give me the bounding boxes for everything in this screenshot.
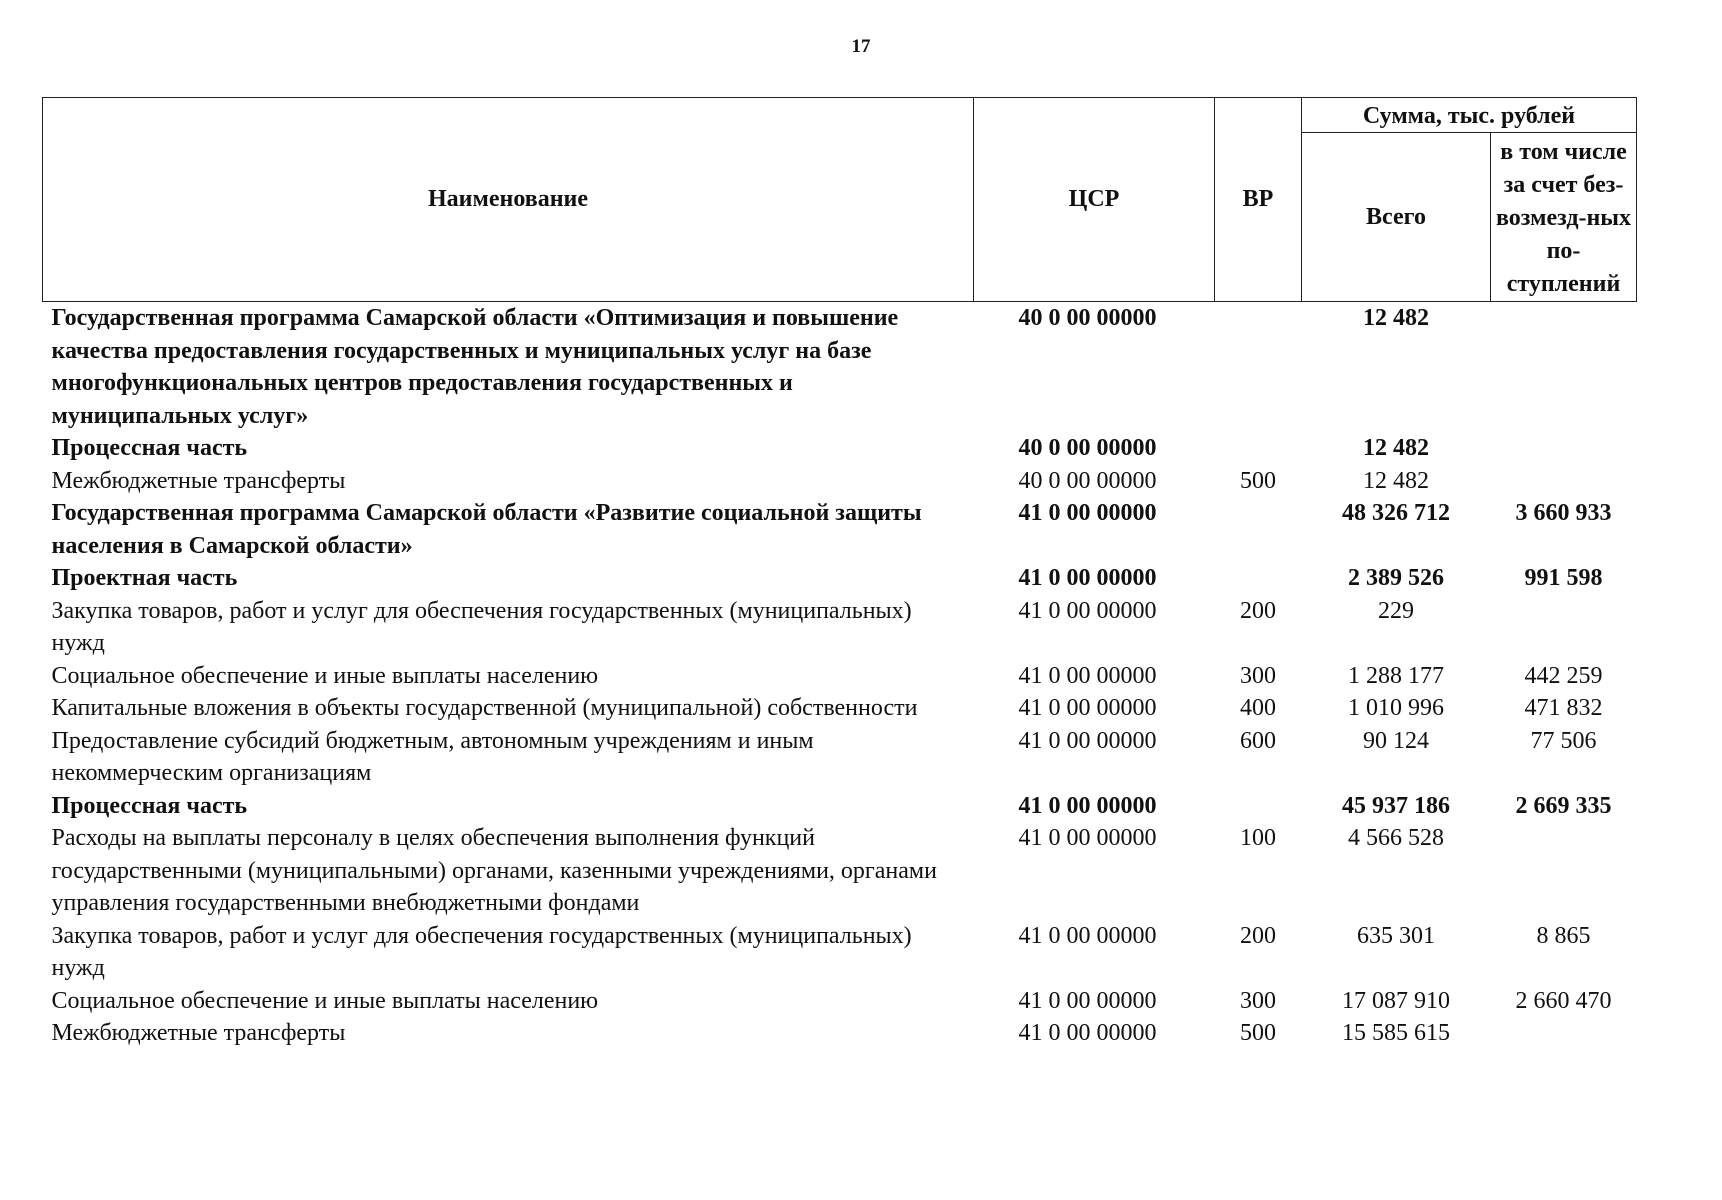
row-total: 90 124 bbox=[1363, 727, 1429, 754]
row-vr bbox=[1215, 562, 1302, 595]
row-name: Процессная часть bbox=[51, 435, 248, 461]
row-csr: 40 0 00 00000 bbox=[1018, 435, 1157, 461]
row-name: Закупка товаров, работ и услуг для обеспечения государственных (муниципальных) нужд bbox=[51, 922, 912, 981]
row-name: Закупка товаров, работ и услуг для обеспечения государственных (муниципальных) нужд bbox=[51, 597, 912, 656]
budget-table bbox=[42, 97, 1637, 1050]
row-vr: 500 bbox=[1240, 467, 1276, 494]
row-total: 229 bbox=[1378, 597, 1414, 624]
row-vr bbox=[1215, 790, 1302, 823]
row-vr: 200 bbox=[1240, 597, 1276, 624]
table-row bbox=[43, 562, 1637, 595]
row-csr: 41 0 00 00000 bbox=[1018, 727, 1157, 754]
row-csr: 41 0 00 00000 bbox=[1018, 987, 1157, 1014]
table-row bbox=[43, 725, 1637, 790]
table-row bbox=[43, 432, 1637, 465]
row-csr: 40 0 00 00000 bbox=[1018, 305, 1157, 331]
header-csr: ЦСР bbox=[974, 98, 1215, 302]
row-total: 1 010 996 bbox=[1348, 695, 1444, 721]
row-csr: 41 0 00 00000 bbox=[1018, 500, 1157, 526]
row-free-receipts bbox=[1491, 302, 1637, 433]
row-free-receipts bbox=[1491, 465, 1637, 498]
row-name: Государственная программа Самарской области «Оптимизация и повышение качества предоставления государственных и муниципальных услуг на базе многофункциональных центров предоставления государственных и муниципальных услуг» bbox=[51, 305, 899, 429]
table-row bbox=[43, 822, 1637, 920]
table-row bbox=[43, 790, 1637, 823]
row-csr: 41 0 00 00000 bbox=[1018, 825, 1157, 851]
page-number: 17 bbox=[851, 36, 871, 57]
table-row bbox=[43, 465, 1637, 498]
row-vr: 600 bbox=[1240, 727, 1276, 754]
row-name: Процессная часть bbox=[51, 792, 248, 819]
row-vr bbox=[1215, 432, 1302, 465]
row-name: Проектная часть bbox=[51, 565, 238, 591]
row-csr: 41 0 00 00000 bbox=[1018, 1020, 1157, 1046]
row-total: 12 482 bbox=[1363, 435, 1429, 461]
row-name: Предоставление субсидий бюджетным, автономным учреждениям и иным некоммерческим организациям bbox=[51, 727, 814, 786]
row-csr: 40 0 00 00000 bbox=[1018, 467, 1157, 494]
row-free-receipts: 471 832 bbox=[1524, 695, 1603, 721]
table-row bbox=[43, 660, 1637, 693]
row-total: 15 585 615 bbox=[1342, 1020, 1450, 1046]
row-name: Межбюджетные трансферты bbox=[51, 1020, 346, 1046]
row-csr: 41 0 00 00000 bbox=[1018, 792, 1157, 819]
row-vr bbox=[1215, 302, 1302, 433]
row-name: Расходы на выплаты персоналу в целях обеспечения выполнения функций государственными (муниципальными) органами, казенными учреждениями, органами управления государственными внебюджетными фондами bbox=[51, 825, 937, 916]
row-vr: 500 bbox=[1240, 1020, 1276, 1046]
table-row bbox=[43, 1017, 1637, 1050]
row-free-receipts: 8 865 bbox=[1536, 922, 1591, 949]
table-row bbox=[43, 920, 1637, 985]
row-name: Межбюджетные трансферты bbox=[51, 467, 346, 494]
row-total: 45 937 186 bbox=[1342, 792, 1450, 819]
row-name: Социальное обеспечение и иные выплаты населению bbox=[51, 987, 599, 1014]
header-total: Всего bbox=[1302, 133, 1491, 302]
row-name: Капитальные вложения в объекты государственной (муниципальной) собственности bbox=[51, 695, 918, 721]
row-free-receipts bbox=[1491, 822, 1637, 920]
row-csr: 41 0 00 00000 bbox=[1018, 662, 1157, 689]
row-total: 48 326 712 bbox=[1342, 500, 1450, 526]
row-vr: 300 bbox=[1240, 987, 1276, 1014]
row-name: Государственная программа Самарской области «Развитие социальной защиты населения в Самарской области» bbox=[51, 500, 922, 559]
row-total: 12 482 bbox=[1363, 305, 1429, 331]
row-csr: 41 0 00 00000 bbox=[1018, 597, 1157, 624]
table-row bbox=[43, 497, 1637, 562]
header-name: Наименование bbox=[43, 98, 974, 302]
header-vr: ВР bbox=[1215, 98, 1302, 302]
row-name: Социальное обеспечение и иные выплаты населению bbox=[51, 662, 599, 689]
row-free-receipts: 2 660 470 bbox=[1515, 987, 1612, 1014]
row-total: 2 389 526 bbox=[1348, 565, 1444, 591]
row-vr: 400 bbox=[1240, 695, 1276, 721]
row-free-receipts bbox=[1491, 595, 1637, 660]
row-total: 4 566 528 bbox=[1348, 825, 1444, 851]
row-csr: 41 0 00 00000 bbox=[1018, 695, 1157, 721]
header-sum-group: Сумма, тыс. рублей bbox=[1302, 98, 1637, 133]
header-free-receipts: в том числе за счет без-возмезд-ных по-ступлений bbox=[1491, 133, 1637, 302]
row-total: 635 301 bbox=[1357, 922, 1435, 949]
row-free-receipts: 442 259 bbox=[1524, 662, 1603, 689]
row-free-receipts bbox=[1491, 432, 1637, 465]
table-body bbox=[43, 302, 1637, 1050]
table-row bbox=[43, 692, 1637, 725]
row-free-receipts: 3 660 933 bbox=[1515, 500, 1612, 526]
row-total: 1 288 177 bbox=[1348, 662, 1444, 689]
table-header bbox=[43, 98, 1637, 302]
row-free-receipts: 77 506 bbox=[1530, 727, 1597, 754]
row-vr: 300 bbox=[1240, 662, 1276, 689]
row-total: 12 482 bbox=[1363, 467, 1429, 494]
table-row bbox=[43, 985, 1637, 1018]
row-vr bbox=[1215, 497, 1302, 562]
row-free-receipts: 991 598 bbox=[1524, 565, 1603, 591]
table-row bbox=[43, 595, 1637, 660]
row-csr: 41 0 00 00000 bbox=[1018, 922, 1157, 949]
row-free-receipts: 2 669 335 bbox=[1515, 792, 1612, 819]
row-csr: 41 0 00 00000 bbox=[1018, 565, 1157, 591]
table-row bbox=[43, 302, 1637, 433]
row-free-receipts bbox=[1491, 1017, 1637, 1050]
row-total: 17 087 910 bbox=[1342, 987, 1450, 1014]
row-vr: 200 bbox=[1240, 922, 1276, 949]
row-vr: 100 bbox=[1240, 825, 1276, 851]
